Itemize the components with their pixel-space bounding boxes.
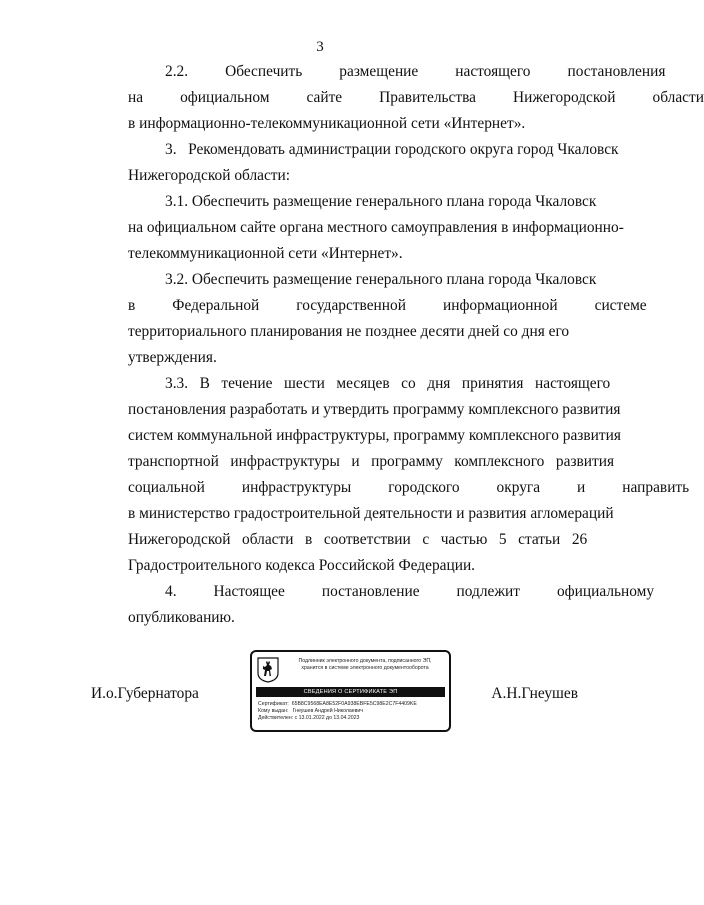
paragraph-2-2: [91, 59, 704, 137]
paragraph-line: [91, 579, 655, 605]
signer-position: И.о.Губернатора: [91, 685, 199, 702]
paragraph-line: [91, 59, 666, 85]
word: Правительства: [379, 89, 477, 106]
paragraph-line: на официальном сайте органа местного самоуправления в информационно-: [128, 219, 624, 236]
stamp-origin-note: [282, 658, 448, 672]
paragraph-3-2: [91, 267, 647, 371]
word: Федеральной: [172, 297, 260, 314]
word: постановление: [321, 583, 420, 600]
electronic-signature-stamp: [250, 650, 451, 732]
word: подлежит: [456, 583, 520, 600]
paragraph-line: территориального планирования не позднее десяти дней со дня его: [128, 323, 570, 340]
word: социальной: [128, 479, 205, 496]
word: постановления: [567, 63, 666, 80]
word: в: [128, 297, 136, 314]
word: на: [128, 89, 144, 106]
paragraph-line: [91, 475, 690, 501]
paragraph-line: [91, 293, 647, 319]
word: официальному: [556, 583, 655, 600]
page-number: 3: [316, 39, 324, 55]
word: городского: [388, 479, 460, 496]
stamp-origin-line: Подлинник электронного документа, подписанного ЭП,: [298, 658, 432, 664]
stamp-header: СВЕДЕНИЯ О СЕРТИФИКАТЕ ЭП: [256, 687, 445, 697]
paragraph-line: транспортной инфраструктуры и программу комплексного развития: [128, 453, 615, 470]
paragraph-3-1: [91, 189, 624, 267]
signer-name: А.Н.Гнеушев: [491, 685, 578, 702]
word: 2.2.: [165, 63, 189, 80]
word: государственной: [296, 297, 406, 314]
paragraph-line: 3.2. Обеспечить размещение генерального плана города Чкаловск: [165, 271, 597, 288]
paragraph-line: в информационно-телекоммуникационной сети «Интернет».: [128, 115, 526, 132]
paragraph-line: в министерство градостроительной деятельности и развития агломераций: [128, 505, 614, 522]
word: настоящего: [455, 63, 531, 80]
paragraph-line: опубликованию.: [128, 609, 235, 626]
paragraph-3: [91, 137, 619, 189]
paragraph-line: постановления разработать и утвердить программу комплексного развития: [128, 401, 621, 418]
stamp-origin-line: хранится в системе электронного документооборота: [301, 665, 429, 671]
certificate-number: Сертификат: 65B8C9568EA8E52F0A938EBFE5C98E2C7F4409KE: [258, 701, 417, 707]
word: 4.: [165, 583, 177, 600]
paragraph-line: 3.3. В течение шести месяцев со дня принятия настоящего: [165, 375, 611, 392]
paragraph-3-3: [91, 371, 690, 579]
certificate-validity: Действителен: с 13.01.2022 до 13.04.2023: [258, 715, 360, 721]
word: Нижегородской: [513, 89, 616, 106]
paragraph-line: 3. Рекомендовать администрации городского округа город Чкаловск: [165, 141, 619, 158]
paragraph-line: утверждения.: [128, 349, 217, 366]
word: Настоящее: [213, 583, 285, 600]
certificate-owner: Кому выдан: Гнеушев Андрей Николаевич: [258, 708, 363, 714]
word: области: [652, 89, 704, 106]
word: направить: [622, 479, 690, 496]
word: размещение: [339, 63, 419, 80]
word: официальном: [180, 89, 270, 106]
paragraph-line: телекоммуникационной сети «Интернет».: [128, 245, 403, 262]
word: округа: [496, 479, 541, 496]
paragraph-line: Нижегородской области:: [128, 167, 291, 184]
paragraph-line: систем коммунальной инфраструктуры, программу комплексного развития: [128, 427, 621, 444]
word: сайте: [306, 89, 343, 106]
paragraph-line: Градостроительного кодекса Российской Федерации.: [128, 557, 476, 574]
document-body: [91, 59, 704, 631]
deer-emblem-icon: [257, 657, 279, 683]
paragraph-line: Нижегородской области в соответствии с частью 5 статьи 26: [128, 531, 588, 548]
paragraph-line: 3.1. Обеспечить размещение генерального плана города Чкаловск: [165, 193, 597, 210]
word: системе: [594, 297, 647, 314]
word: информационной: [442, 297, 558, 314]
word: и: [577, 479, 586, 496]
paragraph-4: [91, 579, 655, 631]
word: Обеспечить: [225, 63, 303, 80]
paragraph-line: [91, 85, 704, 111]
word: инфраструктуры: [241, 479, 352, 496]
stamp-details: [258, 701, 444, 722]
